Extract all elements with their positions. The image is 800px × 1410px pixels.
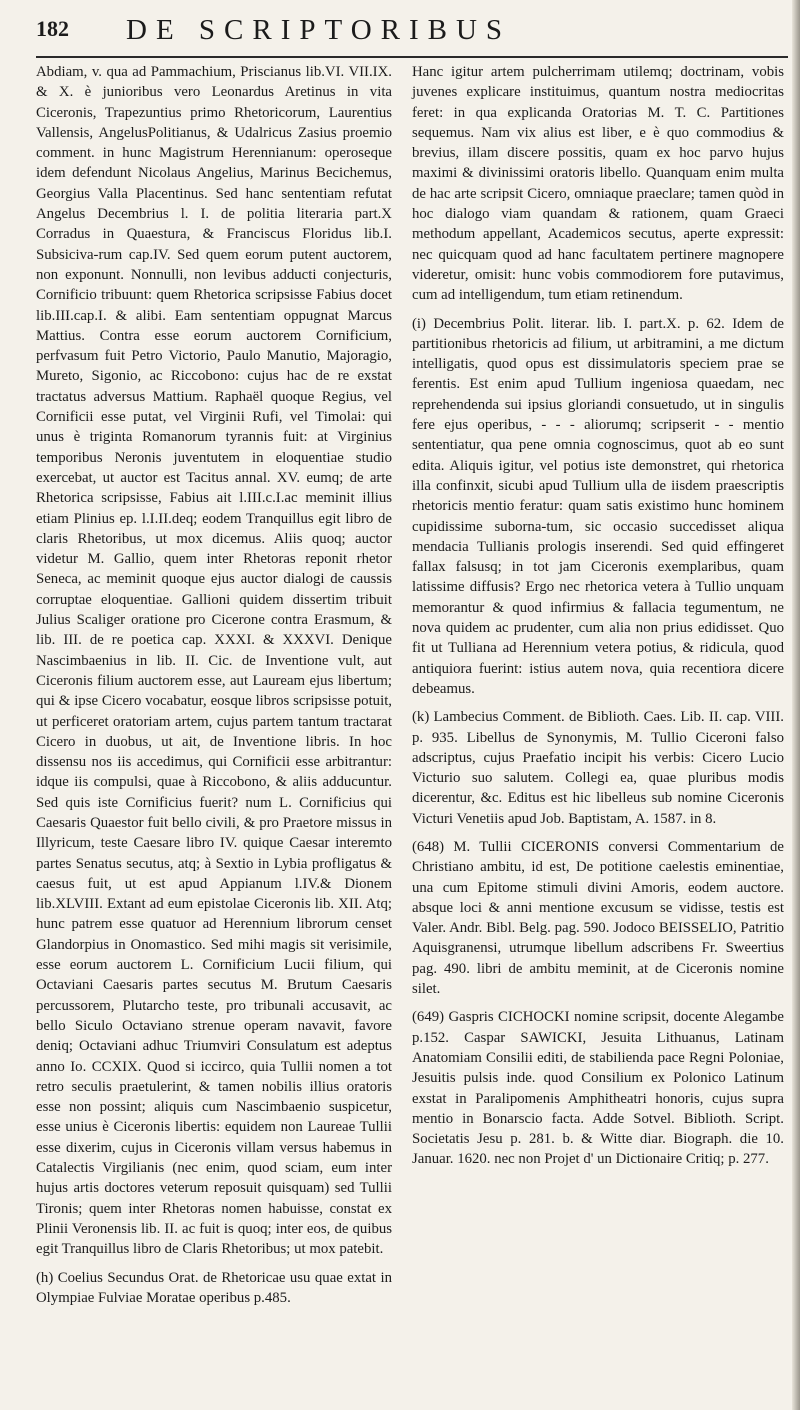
page-number: 182 bbox=[36, 16, 69, 41]
right-paragraph: Hanc igitur artem pulcherrimam utilemq; doctrinam, vobis juvenes explicare instituimus, quantum nostra mediocritas feret: in qua explicanda Oratorias M. T. C. Partitiones sequemus. Nam vix alius est liber, e è quo commodius & brevius, illam discere possitis, quam ex hoc parvo hujus maximi & divinissimi oratoris libello. Quanquam enim multa de hac arte scripsit Cicero, omniaque praeclare; tamen quòd in hoc dialogo viam quandam & rationem, quam Graeci methodum appellant, Academicos secutus, aperte expressit: nec quicquam quod ad hanc facultatem pertinere magnopere videretur, omisit: hunc vobis commodiorem fore putavimus, cum ad intelligendum, tum etiam retinendum. bbox=[412, 64, 784, 304]
page-header bbox=[36, 14, 786, 50]
left-column bbox=[36, 62, 392, 1316]
header-rule bbox=[36, 56, 788, 58]
entry-648: (648) M. Tullii CICERONIS conversi Commentarium de Christiano ambitu, id est, De potitione caelestis eminentiae, una cum Epitome stimuli divini Amoris, eodem auctore. absque loci & anni mentione excusum se vidisse, testis est Valer. Andr. Bibl. Belg. pag. 590. Jodoco BEISSELIO, Patritio Aquisgranensi, utrumque libellum adscribens Fr. Sweertius pag. 490. libri de ambitu meminit, at de Ciceronis nomine silet. bbox=[412, 838, 784, 998]
page-edge bbox=[792, 0, 800, 1410]
running-title: DE SCRIPTORIBUS bbox=[126, 14, 512, 46]
footnote-k: (k) Lambecius Comment. de Biblioth. Caes. Lib. II. cap. VIII. p. 935. Libellus de Synonymis, M. Tullio Ciceroni falso adscriptus, cujus Praefatio incipit his verbis: Cicero Lucio Victurio suo salutem. Collegi ea, quae pluribus modis dicerentur, &c. Editus est hic libelleus sub nomine Ciceronis Victuri Venetiis apud Job. Baptistam, A. 1587. in 8. bbox=[412, 709, 784, 827]
right-column bbox=[412, 62, 784, 1178]
footnote-h: (h) Coelius Secundus Orat. de Rhetoricae usu quae extat in Olympiae Fulviae Moratae operibus p.485. bbox=[36, 1269, 392, 1306]
entry-649: (649) Gaspris CICHOCKI nomine scripsit, docente Alegambe p.152. Caspar SAWICKI, Jesuita Lithuanus, Latinam Anatomiam Consilii editi, de stabilienda pace Regni Poloniae, Jesuitis pulsis inde. quod Consilium ex Polonico Latinum exstat in Paralipomenis Amphitheatri honoris, cujus supra mentio in Bonarscio facta. Adde Sotvel. Biblioth. Script. Societatis Jesu p. 281. b. & Witte diar. Biograph. die 10. Januar. 1620. nec non Projet d' un Dictionaire Critiq; p. 277. bbox=[412, 1009, 784, 1168]
left-paragraph: Abdiam, v. qua ad Pammachium, Priscianus lib.VI. VII.IX. & X. è junioribus vero Leonardus Aretinus in vita Ciceronis, Trapezuntius primo Rhetoricorum, Laurentius Vallensis, AngelusPolitianus, & Udalricus Zasius proemio comment. in hunc Magistrum Herennianum: operoseque idem defendunt Nicolaus Angelius, Marinus Becichemus, Georgius Valla Placentinus. Sed hanc sententiam refutat Angelus Decembrius l. I. de politia literaria part.X Corradus in Quaestura, & Franciscus Floridus lib.I. Subsiciva-rum cap.IV. Sed quem eorum putent auctorem, non exponunt. Nonnulli, non levibus adducti conjecturis, Cornificio tribuunt: quem Rhetorica scripsisse Fabius docet lib.III.cap.I. & alibi. Eam sententiam oppugnat Marcus Mattius. Contra esse eorum auctorem Cornificium, perfvasum fuit Petro Victorio, Paulo Manutio, Majoragio, Mureto, Sigonio, ac Riccobono: cujus hac de re exstat tractatus adversus Mattium. Raphaël quoque Regius, vel Cornificii esse putat, vel Virginii Rufi, vel Timolai: qui unus è triginta Romanorum tyrannis fuit: at Virginius temporibus Neronis juventutem in eloquentiae studio exercebat, ut auctor est Tacitus annal. XV. eumq; de arte Rhetorica scripsisse, Fabius ait l.III.c.I.ac meminit illius etiam Plinius ep. l.I.II.deq; eodem Tranquillus egit libro de claris Rhetoribus, ut mox dicemus. Aliis quoq; auctor videtur M. Gallio, quem inter Rhetoras reponit rhetor Seneca, ac meminit quoque ejus auctor dialogi de caussis corruptae eloquentiae. Gallioni quidem dissertim tribuit Julius Scaliger oratione pro Cicerone contra Erasmum, & lib. III. de re poetica cap. XXXI. & XXXVI. Denique Nascimbaenius in lib. II. Cic. de Inventione vult, aut Ciceronis filium auctorem esse, aut Lauream ejus libertum; qui & ipse Cicero vocabatur, eosque libros scripsisse potuit, ut perficeret oratoriam artem, cujus partem tantum tractarat Cicero in duobus, ut ait, de Inventione libris. In hoc dissensu nos iis accedimus, qui Cornificii esse arbitrantur: idque iis compulsi, quae à Riccobono, & aliis adducuntur. Sed quis iste Cornificius fuerit? num L. Cornificius qui Caesaris Quaestor fuit bello civili, & pro Praetore missus in Illyricum, teste Caesare libro IV. quique Caesar interemto partes Senatus secutus, atq; à Sextio in Lybia profligatus & caesus fuit, ut est apud Appianum l.IV.& Dionem lib.XLVIII. Extant ad eum epistolae Ciceronis lib. XII. Atq; hunc patrem esse quatuor ad Herennium librorum censet Glandorpius in Onomastico. Sed mihi magis sit verisimile, esse eorum auctorem L. Cornificium Lucii filium, qui Octaviani Caesaris partes secutus M. Brutum Caesaris percussorem, Plutarcho teste, pro tribunali accusavit, ac bello Siculo Octaviano strenue operam navavit, favore deniq; Octaviani adhuc Triumviri Consulatum est adeptus anno Io. CCXIX. Quod si iccirco, quia Tullii nomen a tot retro seculis praetulerint, & tamen nobilis illius oratoris esse non possint; aliquis cum Nascimbaenio suspicetur, esse unius è Ciceronis libertis: equidem non Laureae Tullii esse dixerim, cujus in Ciceronis villam versus habemus in Catalectis Virgilianis (nec enim, quod sciam, eum inter hujus artis doctores veterum reposuit quisquam) sed Tullii Tironis; quem inter Rhetoras nomen habuisse, constat ex Plinii Veronensis lib. II. ac fuit is quoq; inter eos, de quibus egit Tranquillus libro de Claris Rhetoribus; ut mox patebit. bbox=[36, 64, 392, 1258]
footnote-i: (i) Decembrius Polit. literar. lib. I. part.X. p. 62. Idem de partitionibus rhetoricis ad filium, ut arbitramini, a me dictum intelligatis, quod opus est dissimulatoris speciem prae se ferentis. Est enim apud Tullium ingeniosa quaedam, nec reprehendenda sui ipsius gloriandi consuetudo, ut in singulis fere ejus operibus, - - - aliorumq; scripserit - - mentio sententiatur, qua pene omnia cognoscimus, quot ab eo sunt edita. Aliquis igitur, vel potius iste demonstret, qui rhetorica illa confinxit, sicubi apud Tullium ulla de iisdem praescriptis rhetoricis mentio feratur: quam satis existimo hunc hominem cupidissime suborna-tum, sic occasio succedisset aliqua mendacia Tullianis prologis inserendi. Sed quid effingeret fallax falsusq; in tot jam Ciceronis exemplaribus, quam latissime diffusis? Ergo nec rhetorica vetera à Tullio unquam memorantur & quod infirmius & fallacia tegumentum, ne nova quidem ac prudenter, cum alia non prius edidisset. Quo fit ut Tulliana ad Herennium vetera potius, & ridicula, quod antiquiora fuerint: istius autem nova, quia recentiora dicere debeamus. bbox=[412, 315, 784, 697]
